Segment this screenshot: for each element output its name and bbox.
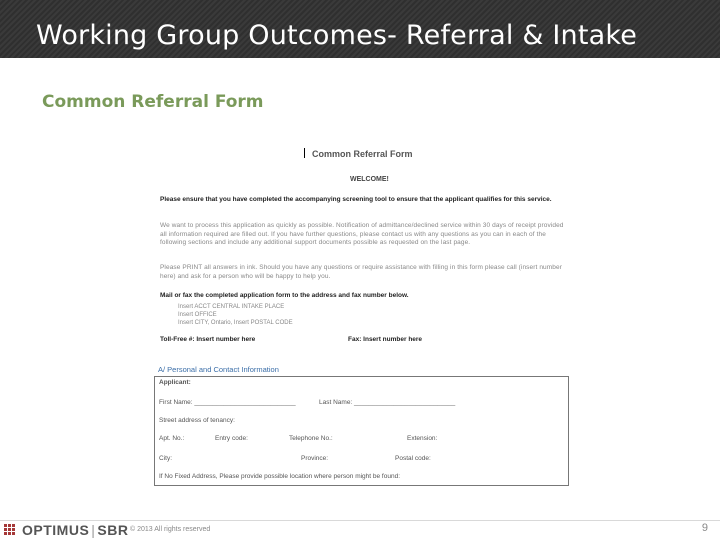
form-province: Province:: [301, 455, 329, 462]
page-number: 9: [701, 522, 708, 534]
form-address-1: Insert ACCT CENTRAL INTAKE PLACE: [178, 304, 285, 310]
form-title: Common Referral Form: [312, 149, 413, 159]
form-fax: Fax: Insert number here: [348, 336, 423, 343]
form-applicant-label: Applicant:: [159, 379, 191, 386]
form-tollfree: Toll-Free #: Insert number here: [160, 336, 256, 343]
logo-mark-icon: [4, 524, 16, 536]
form-first-name: First Name: ____________________________: [159, 399, 296, 406]
form-para-4: Mail or fax the completed application form to the address and fax number below.: [160, 292, 409, 299]
form-address-2: Insert OFFICE: [178, 312, 217, 318]
form-apt: Apt. No.:: [159, 435, 185, 442]
optimus-logo: [4, 521, 128, 539]
form-para-3: Please PRINT all answers in ink. Should you have any questions or require assistance with filling in this form please call (insert number here) and ask for a person who will be happy to help you.: [160, 264, 562, 280]
slide-title: Working Group Outcomes- Referral & Intake: [36, 20, 638, 51]
form-address-3: Insert CITY, Ontario, Insert POSTAL CODE: [178, 320, 293, 326]
copyright: © 2013 All rights reserved: [130, 526, 211, 533]
logo-text: OPTIMUS | SBR: [22, 522, 129, 538]
form-extension: Extension:: [407, 435, 438, 442]
text-cursor: [304, 148, 305, 158]
form-street: Street address of tenancy:: [159, 417, 235, 424]
form-image: [154, 148, 574, 488]
form-box: [154, 376, 569, 486]
form-city: City:: [159, 455, 172, 462]
form-para-2: We want to process this application as quickly as possible. Notification of admittance/declined service within 30 days of receipt provided all information required are filled out. If you have further questions, please contact us with any questions as you can in each of the following sections and include any additional support documents possible as requested on the last page.: [160, 222, 564, 246]
form-welcome: WELCOME!: [350, 176, 389, 183]
slide-subtitle: Common Referral Form: [42, 92, 264, 112]
form-entry: Entry code:: [215, 435, 248, 442]
title-bar: [0, 0, 720, 58]
form-telephone: Telephone No.:: [289, 435, 333, 442]
form-last-name: Last Name: ____________________________: [319, 399, 456, 406]
form-para-1: Please ensure that you have completed the accompanying screening tool to ensure that the applicant qualifies for this service.: [160, 196, 552, 203]
form-no-fixed-address: If No Fixed Address, Please provide possible location where person might be found:: [159, 473, 400, 480]
form-postal: Postal code:: [395, 455, 431, 462]
form-section-heading: A/ Personal and Contact Information: [158, 365, 279, 374]
